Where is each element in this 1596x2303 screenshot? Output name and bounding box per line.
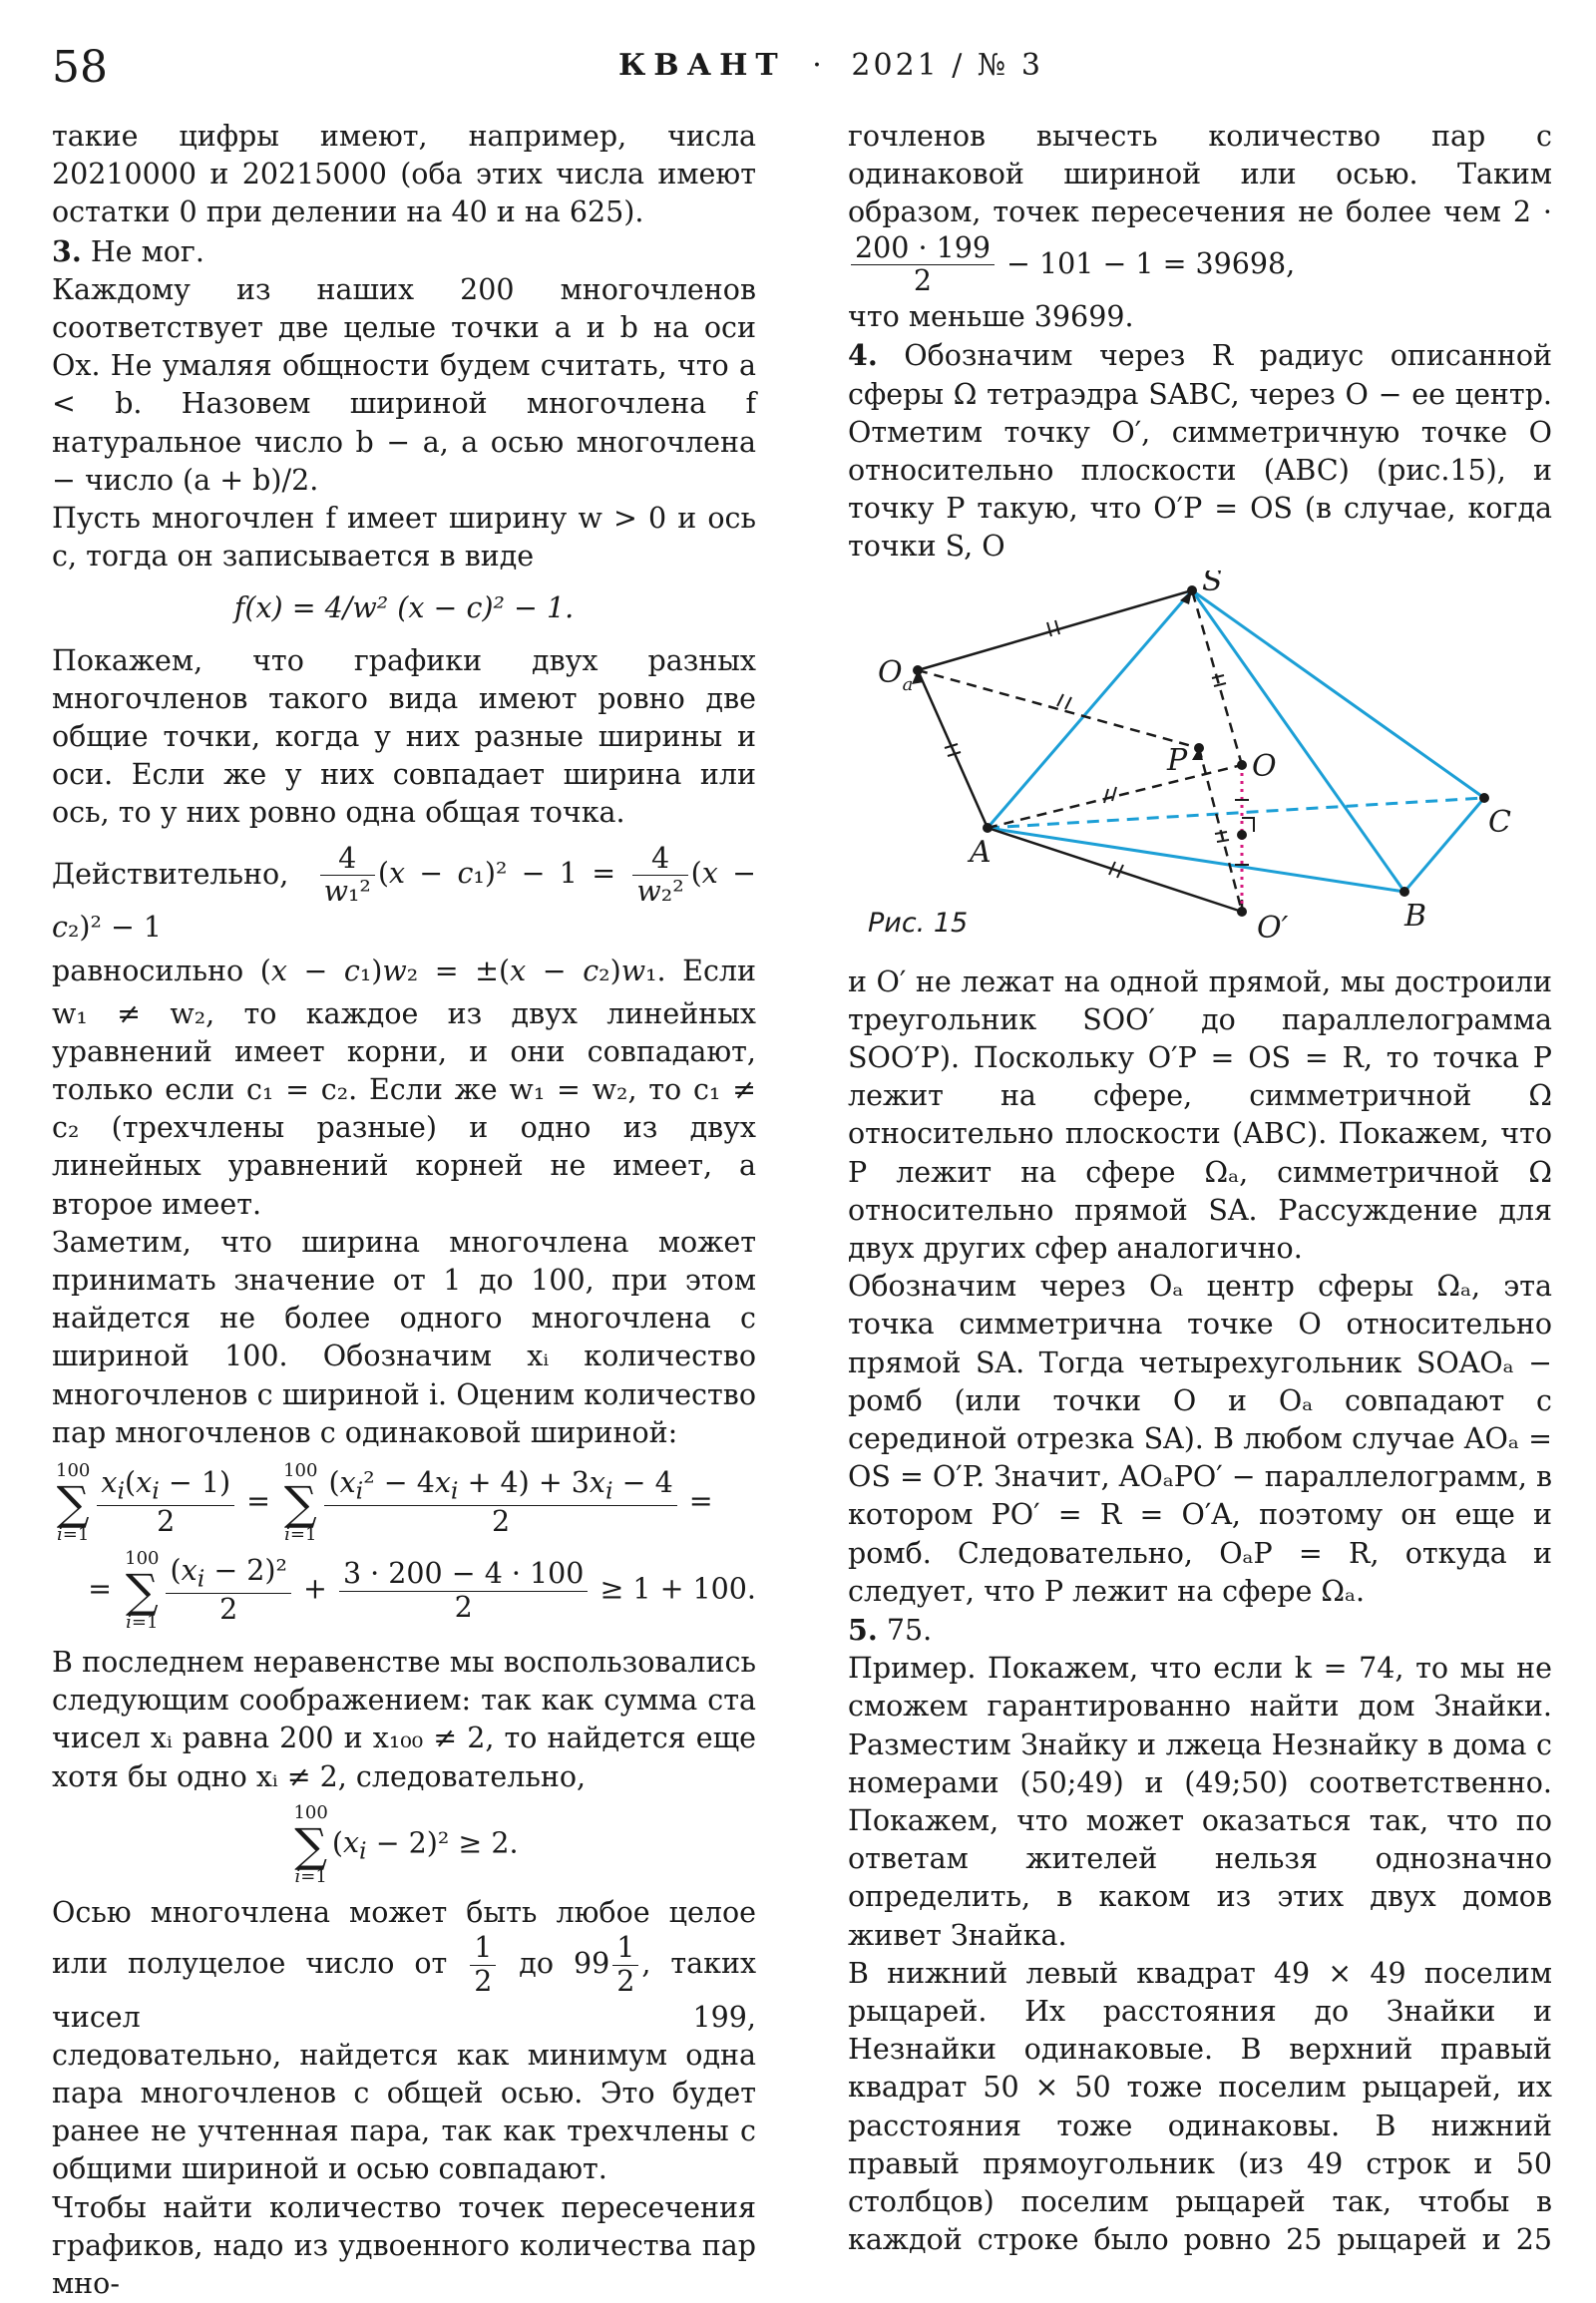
right-column xyxy=(848,118,1552,2259)
figure-caption: Рис. 15 xyxy=(868,907,969,939)
label-S: S xyxy=(1202,570,1223,598)
formula-sum-2: = 100 ∑ i=1 $\frac{(x_i - 2)^2}{2}$ + $\frac{3 \cdot 200 - 4 \cdot 100}{2}$ ≥ 1 + 100. xyxy=(88,1548,756,1634)
tetrahedron-diagram xyxy=(848,571,1552,1121)
paragraph-axis: Осью многочлена может быть любое целое или полуцелое число от $\frac{1}{2}$ до 99 $\frac{1}{2}$ , таких чисел 199, xyxy=(52,1895,757,2034)
solution-4: 4. Обозначим через R радиус описанной сферы Ω тетраэдра SABC, через O − ее центр. Отметим точку O′, симметричную точке O относительно плоскости (ABC) (рис.15), и точку P такую, что O′P = OS (в случае, когда точки S, O xyxy=(848,338,1552,564)
paragraph: Пример. Покажем, что если k = 74, то мы не сможем гарантированно найти дом Знайки. Разместим Знайку и лжеца Незнайку в дома с номерами (50;49) и (49;50) соответственно. Покажем, что может оказаться так, что по ответам жителей нельзя однозначно определить, в каком из этих двух домов живет Знайка. xyxy=(848,1652,1552,1952)
paragraph: В последнем неравенстве мы воспользовались следующим соображением: так как сумма ста чисел xᵢ равна 200 и x₁₀₀ ≠ 2, то найдется еще хотя бы одно xᵢ ≠ 2, следовательно, xyxy=(52,1646,756,1793)
label-B: B xyxy=(1404,898,1427,934)
formula-linear: равносильно (x − c₁)w₂ = ±(x − c₂)w₁. Если xyxy=(52,955,757,988)
label-O: O xyxy=(1252,748,1277,784)
formula-sum-ge-2: 100 ∑ i=1 $(x_i - 2)^2 \ge 2$. xyxy=(293,1801,519,1887)
page-number: 58 xyxy=(52,42,108,93)
label-Oprime: O′ xyxy=(1257,910,1289,946)
paragraph: Обозначим через Oₐ центр сферы Ωₐ, эта точка симметрична точке O относительно прямой SA. Тогда четырехугольник SOAOₐ − ромб (или точки O и Oₐ совпадают с серединой отрезка SA). В любом случае AOₐ = OS = O′P. Значит, AOₐPO′ − параллелограмм, в котором PO′ = R = O′A, поэтому он еще и ромб. Следовательно, OₐP = R, откуда и следует, что P лежит на сфере Ωₐ. xyxy=(848,1270,1552,1608)
paragraph: w₁ ≠ w₂, то каждое из двух линейных уравнений имеет корни, и они совпадают, только если c₁ = c₂. Если же w₁ = w₂, то c₁ ≠ c₂ (трехчлены разные) и одно из двух линейных уравнений корней не имеет, а второе имеет. xyxy=(52,996,756,1221)
figure-15 xyxy=(848,571,1552,1121)
running-head-separator: · xyxy=(812,48,825,83)
paragraph: гочленов вычесть количество пар с одинаковой шириной или осью. Таким образом, точек пересечения не более чем 2 · $\frac{200 \cdot 199}{2}$ − 101 − 1 = 39698, xyxy=(848,120,1552,298)
paragraph: что меньше 39699. xyxy=(848,300,1134,334)
label-A: A xyxy=(970,834,992,870)
solution-3-heading: 3. Не мог. xyxy=(52,233,204,268)
label-P: P xyxy=(1167,742,1188,778)
running-head xyxy=(618,48,1043,83)
formula-f: f(x) = 4/w² (x − c)² − 1. xyxy=(233,591,575,625)
issue-number: 2021 / № 3 xyxy=(851,48,1043,83)
points xyxy=(913,585,1489,917)
paragraph: Покажем, что графики двух разных многочленов такого вида имеют ровно две общие точки, когда у них разные ширины и оси. Если же у них совпадает ширина или ось, то у них ровно одна общая точка. xyxy=(52,643,756,830)
formula-equality: Действительно, $\frac{4}{\text{w₁²}}$ (x − c₁)² − 1 = $\frac{4}{\text{w₂²}}$ (x − c₂)² − 1 xyxy=(52,841,756,945)
solution-5-heading: 5. 75. xyxy=(848,1613,933,1648)
right-angle-mark xyxy=(1242,818,1254,832)
paragraph: Заметим, что ширина многочлена может принимать значение от 1 до 100, при этом найдется не более одного многочлена с шириной 100. Обозначим xᵢ количество многочленов с шириной i. Оценим количество пар многочленов с одинаковой шириной: xyxy=(52,1225,756,1449)
arrowheads xyxy=(912,590,1203,760)
left-column xyxy=(52,118,756,2303)
paragraph: и O′ не лежат на одной прямой, мы достроили треугольник SOO′ до параллелограмма SOO′P). Поскольку O′P = OS = R, то точка P лежит на сфере, симметричной Ω относительно плоскости (ABC). Покажем, что P лежит на сфере Ωₐ, симметричной Ω относительно прямой SA. Рассуждение для двух других сфер аналогично. xyxy=(848,964,1552,1265)
label-C: C xyxy=(1488,804,1511,840)
paragraph: Каждому из наших 200 многочленов соответствует две целые точки a и b на оси Ox. Не умаляя общности будем считать, что a < b. Назовем шириной многочлена f натуральное число b − a, а осью многочлена − число (a + b)/2. xyxy=(52,272,756,497)
formula-sum: 100 ∑ i=1 $\frac{x_i(x_i - 1)}{2}$ = 100 ∑ i=1 $\frac{(x_i^2 - 4x_i + 4) + 3x_i - 4}{2}$ = xyxy=(56,1460,713,1546)
black-edges xyxy=(918,590,1242,912)
paragraph: следовательно, найдется как минимум одна пара многочленов с общей осью. Это будет ранее не учтенная пара, так как трехчлены с общими шириной и осью совпадают. xyxy=(52,2038,756,2186)
paragraph: такие цифры имеют, например, числа 20210000 и 20215000 (оба этих числа имеют остатки 0 при делении на 40 и на 625). xyxy=(52,120,756,229)
paragraph: Чтобы найти количество точек пересечения графиков, надо из удвоенного количества пар мно- xyxy=(52,2190,756,2300)
magazine-title: КВАНТ xyxy=(618,48,786,83)
label-Oa: $O_a$ xyxy=(878,654,914,695)
paragraph: В нижний левый квадрат 49 × 49 поселим рыцарей. Их расстояния до Знайки и Незнайки одинаковые. В верхний правый квадрат 50 × 50 тоже поселим рыцарей, их расстояния тоже одинаковы. В нижний правый прямоугольник (из 49 строк и 50 столбцов) поселим рыцарей так, чтобы в каждой строке было ровно 25 рыцарей и 25 xyxy=(848,1956,1552,2257)
paragraph: Пусть многочлен f имеет ширину w > 0 и ось c, тогда он записывается в виде xyxy=(52,502,756,574)
